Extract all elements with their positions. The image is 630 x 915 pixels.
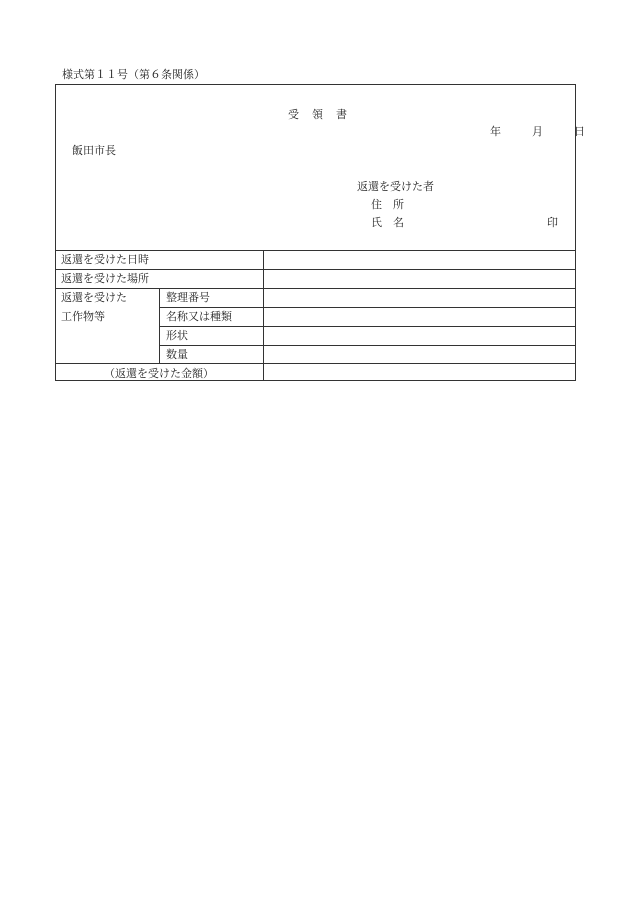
return-datetime-label: 返還を受けた日時 — [61, 253, 149, 266]
shape-label: 形状 — [166, 329, 188, 342]
row-rule — [159, 345, 575, 346]
row-rule — [56, 269, 575, 270]
return-place-label: 返還を受けた場所 — [61, 272, 149, 285]
receipt-form — [55, 84, 585, 381]
amount-label: （返還を受けた金額） — [104, 367, 214, 380]
date-line — [490, 125, 585, 138]
name-or-type-label: 名称又は種類 — [166, 310, 232, 323]
form-number: 様式第１１号（第６条関係） — [62, 68, 205, 81]
row-rule — [56, 363, 575, 364]
table-top-rule — [56, 250, 575, 251]
addressee: 飯田市長 — [72, 144, 116, 157]
row-rule — [159, 326, 575, 327]
address-label: 住所 — [371, 198, 415, 211]
form-title: 受領書 — [288, 108, 360, 121]
month-label: 月 — [532, 125, 543, 138]
label-column-rule — [263, 250, 264, 381]
name-label: 氏名 — [371, 216, 415, 229]
recipient-label: 返還を受けた者 — [357, 180, 434, 193]
row-rule — [56, 288, 575, 289]
year-label: 年 — [490, 125, 501, 138]
items-label-line2: 工作物等 — [61, 310, 105, 323]
quantity-label: 数量 — [166, 348, 188, 361]
serial-number-label: 整理番号 — [166, 291, 210, 304]
seal-mark: 印 — [547, 216, 558, 229]
day-label: 日 — [574, 125, 585, 138]
items-label-line1: 返還を受けた — [61, 291, 127, 304]
sub-column-rule — [159, 288, 160, 363]
row-rule — [159, 307, 575, 308]
